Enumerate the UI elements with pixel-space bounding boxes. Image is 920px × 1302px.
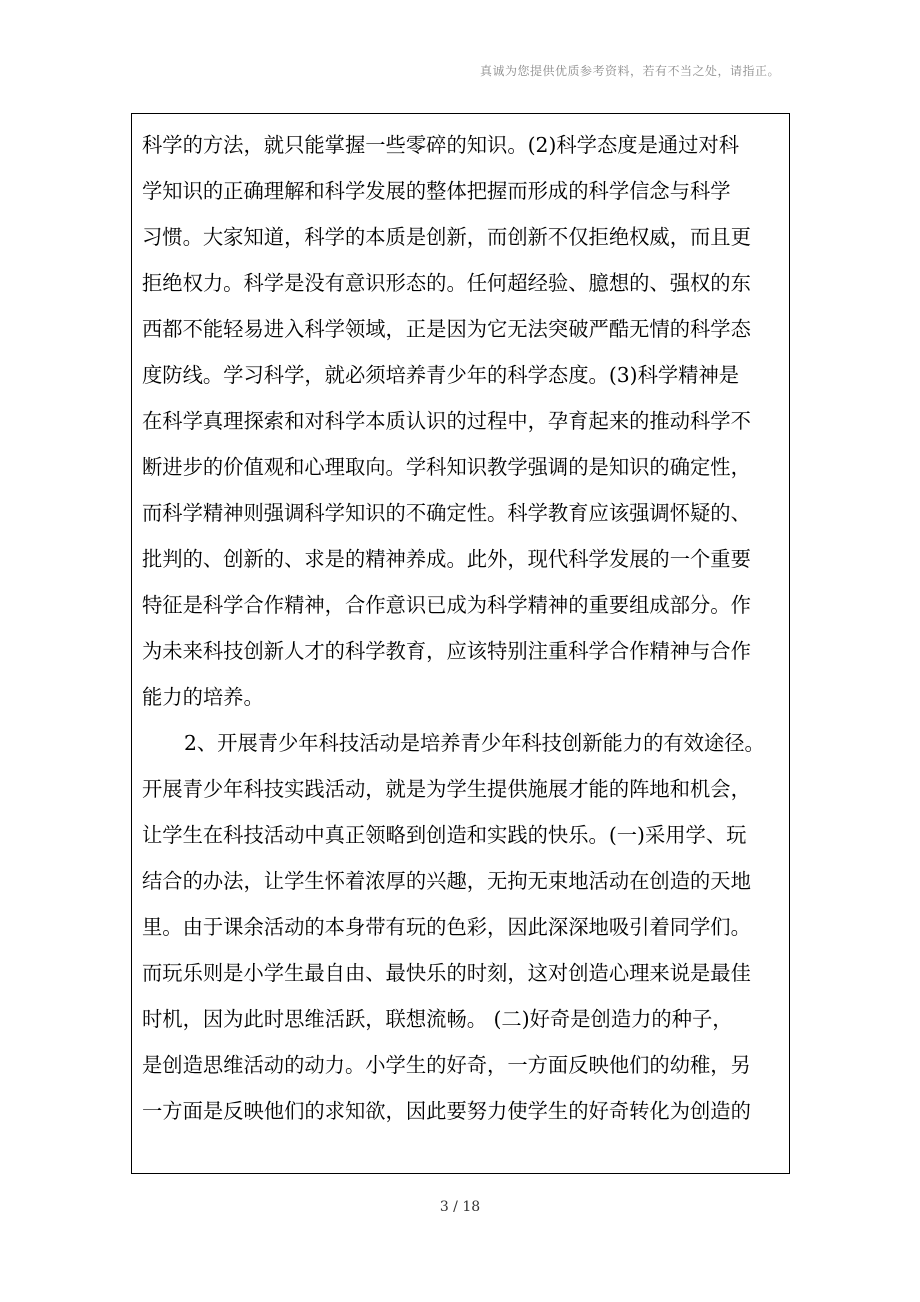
text-line: 西都不能轻易进入科学领域，正是因为它无法突破严酷无情的科学态 [142,317,751,341]
text-line: 学知识的正确理解和科学发展的整体把握而形成的科学信念与科学 [142,179,731,203]
text-line: 让学生在科技活动中真正领略到创造和实践的快乐。(一)采用学、玩 [142,823,747,847]
text-line: 批判的、创新的、求是的精神养成。此外，现代科学发展的一个重要 [142,547,751,571]
content-box [131,113,790,1174]
text-line: 一方面是反映他们的求知欲，因此要努力使学生的好奇转化为创造的 [142,1099,751,1123]
text-line: 度防线。学习科学，就必须培养青少年的科学态度。(3)科学精神是 [142,363,740,387]
text-line: 科学的方法，就只能掌握一些零碎的知识。(2)科学态度是通过对科 [142,133,740,157]
text-line: 习惯。大家知道，科学的本质是创新，而创新不仅拒绝权威，而且更 [142,225,751,249]
text-line: 而科学精神则强调科学知识的不确定性。科学教育应该强调怀疑的、 [142,501,751,525]
text-line: 而玩乐则是小学生最自由、最快乐的时刻，这对创造心理来说是最佳 [142,961,751,985]
text-line: 里。由于课余活动的本身带有玩的色彩，因此深深地吸引着同学们。 [142,915,751,939]
text-line: 拒绝权力。科学是没有意识形态的。任何超经验、臆想的、强权的东 [142,271,751,295]
paragraph-start-line: 2、开展青少年科技活动是培养青少年科技创新能力的有效途径。 [184,731,765,755]
text-line: 时机，因为此时思维活跃，联想流畅。 (二)好奇是创造力的种子， [142,1007,733,1031]
text-line: 结合的办法，让学生怀着浓厚的兴趣，无拘无束地活动在创造的天地 [142,869,751,893]
header-note: 真诚为您提供优质参考资料，若有不当之处，请指正。 [479,64,780,78]
text-line: 能力的培养。 [142,685,264,709]
text-line: 在科学真理探索和对科学本质认识的过程中，孕育起来的推动科学不 [142,409,751,433]
text-line: 断进步的价值观和心理取向。学科知识教学强调的是知识的确定性， [142,455,751,479]
text-line: 开展青少年科技实践活动，就是为学生提供施展才能的阵地和机会， [142,777,751,801]
page-number: 3 / 18 [439,1199,481,1215]
text-line: 特征是科学合作精神，合作意识已成为科学精神的重要组成部分。作 [142,593,751,617]
text-line: 是创造思维活动的动力。小学生的好奇，一方面反映他们的幼稚，另 [142,1053,751,1077]
text-line: 为未来科技创新人才的科学教育，应该特别注重科学合作精神与合作 [142,639,751,663]
